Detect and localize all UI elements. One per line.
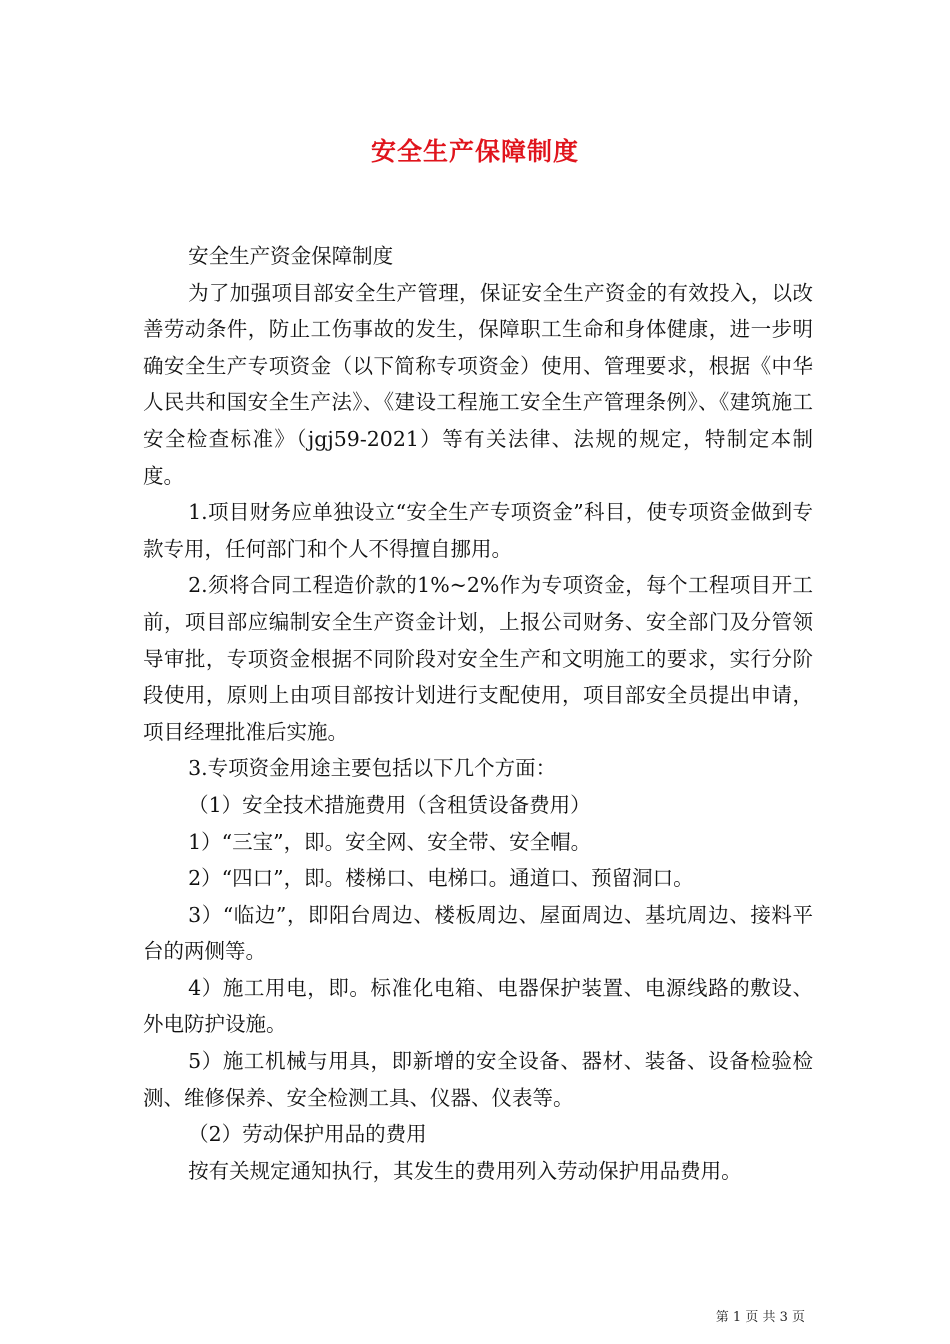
- section-heading: 安全生产资金保障制度: [188, 244, 394, 268]
- list-item-5: 5）施工机械与用具，即新增的安全设备、器材、装备、设备检验检测、维修保养、安全检测工具、仪器、仪表等。: [143, 1049, 813, 1110]
- document-title: 安全生产保障制度: [370, 137, 579, 166]
- clause-3: 3.专项资金用途主要包括以下几个方面：: [188, 756, 557, 781]
- page-number: 第 1 页 共 3 页: [715, 1310, 805, 1325]
- intro-paragraph: 为了加强项目部安全生产管理，保证安全生产资金的有效投入，以改善劳动条件，防止工伤事故的发生，保障职工生命和身体健康，进一步明确安全生产专项资金（以下简称专项资金）使用、管理要求，根据《中华人民共和国安全生产法》、《建设工程施工安全生产管理条例》、《建筑施工安全检查标准》（jgj59-2021）等有关法律、法规的规定，特制定本制度。: [143, 280, 813, 488]
- closing-paragraph: 按有关规定通知执行，其发生的费用列入劳动保护用品费用。: [188, 1158, 742, 1183]
- list-item-4: 4）施工用电，即。标准化电箱、电器保护装置、电源线路的敷设、外电防护设施。: [143, 975, 813, 1037]
- subsection-1: （1）安全技术措施费用（含租赁设备费用）: [188, 792, 591, 817]
- clause-2: 2.须将合同工程造价款的1%~2%作为专项资金，每个工程项目开工前，项目部应编制安全生产资金计划，上报公司财务、安全部门及分管领导审批，专项资金根据不同阶段对安全生产和文明施工的要求，实行分阶段使用，原则上由项目部按计划进行支配使用，项目部安全员提出申请，项目经理批准后实施。: [143, 573, 813, 744]
- subsection-2: （2）劳动保护用品的费用: [188, 1122, 427, 1147]
- list-item-2: 2）“四口”，即。楼梯口、电梯口。通道口、预留洞口。: [188, 866, 694, 891]
- clause-1: 1.项目财务应单独设立“安全生产专项资金”科目，使专项资金做到专款专用，任何部门和个人不得擅自挪用。: [143, 500, 813, 561]
- list-item-1: 1）“三宝”，即。安全网、安全带、安全帽。: [188, 829, 592, 854]
- document-body: [143, 238, 813, 1189]
- list-item-3: 3）“临边”，即阳台周边、楼板周边、屋面周边、基坑周边、接料平台的两侧等。: [143, 902, 813, 964]
